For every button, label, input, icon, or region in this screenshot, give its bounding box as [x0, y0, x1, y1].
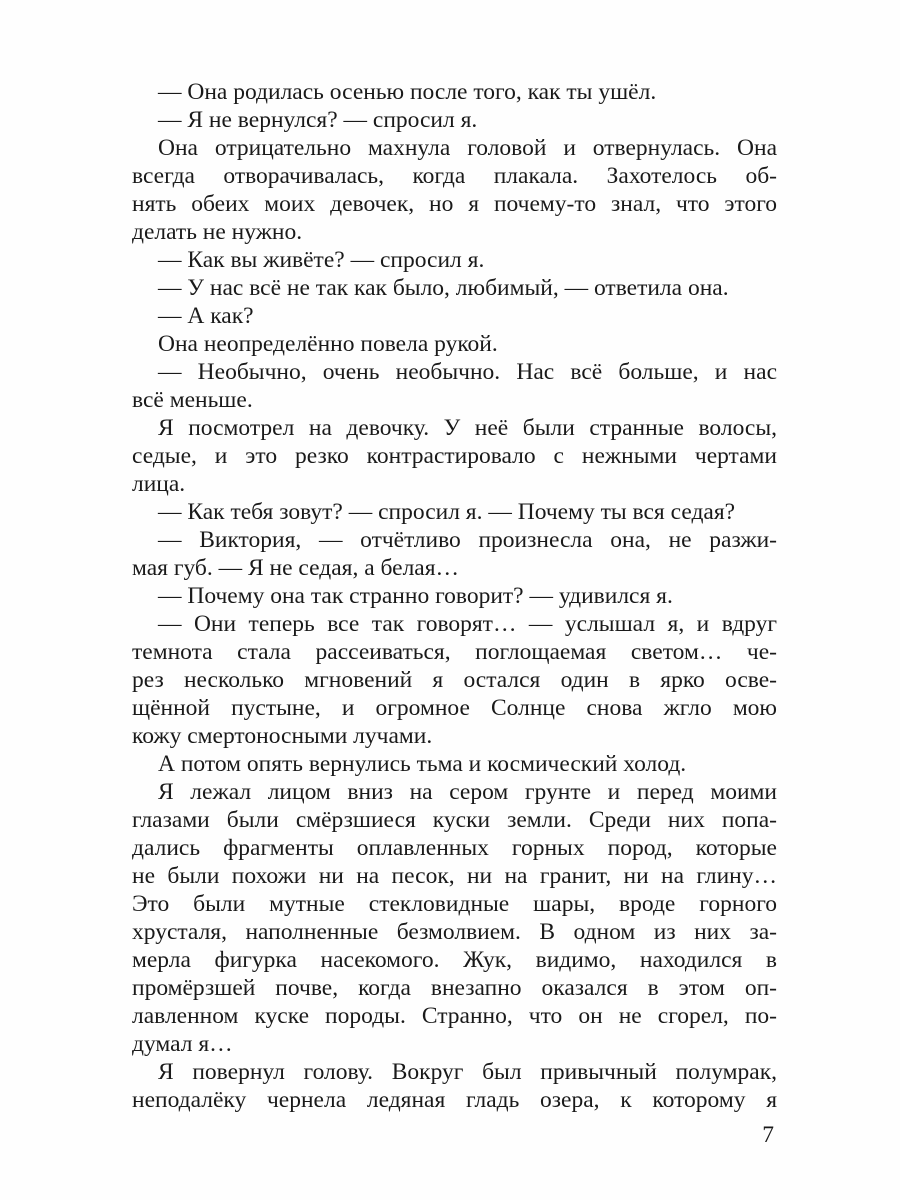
text-line: нять обеих моих девочек, но я почему-то знал, что этого [132, 191, 777, 217]
text-line: — Как тебя зовут? — спросил я. — Почему ты вся седая? [158, 499, 736, 525]
text-line: всегда отворачивалась, когда плакала. Захотелось об- [132, 163, 777, 189]
text-line: всё меньше. [132, 387, 253, 413]
text-line: — Почему она так странно говорит? — удивился я. [158, 583, 673, 609]
text-line: А потом опять вернулись тьма и космический холод. [158, 751, 687, 777]
text-line: Она отрицательно махнула головой и отвернулась. Она [158, 135, 777, 161]
text-line: — Я не вернулся? — спросил я. [158, 107, 478, 133]
text-line: глазами были смёрзшиеся куски земли. Среди них попа- [132, 807, 777, 833]
text-line: Она неопределённо повела рукой. [158, 331, 498, 357]
page-number: 7 [762, 1122, 774, 1148]
text-line: лавленном куске породы. Странно, что он не сгорел, по- [132, 1003, 777, 1029]
text-line: не были похожи ни на песок, ни на гранит, ни на глину… [132, 863, 777, 889]
text-line: рез несколько мгновений я остался один в ярко осве- [132, 667, 777, 693]
text-line: дались фрагменты оплавленных горных пород, которые [132, 835, 777, 861]
body-text [132, 78, 777, 1114]
text-line: Я лежал лицом вниз на сером грунте и перед моими [158, 779, 777, 805]
text-line: — Необычно, очень необычно. Нас всё больше, и нас [158, 359, 777, 385]
text-line: — А как? [158, 303, 254, 329]
text-line: Я посмотрел на девочку. У неё были странные волосы, [158, 415, 777, 441]
text-line: лица. [132, 471, 186, 497]
text-line: — Она родилась осенью после того, как ты ушёл. [158, 79, 657, 105]
text-line: Я повернул голову. Вокруг был привычный полумрак, [158, 1059, 777, 1085]
text-line: делать не нужно. [132, 219, 303, 245]
text-line: седые, и это резко контрастировало с нежными чертами [132, 443, 777, 469]
text-line: — Они теперь все так говорят… — услышал я, и вдруг [158, 611, 777, 637]
text-line: — У нас всё не так как было, любимый, — ответила она. [158, 275, 729, 301]
text-line: мерла фигурка насекомого. Жук, видимо, находился в [132, 947, 777, 973]
text-line: щённой пустыне, и огромное Солнце снова жгло мою [132, 695, 777, 721]
text-line: неподалёку чернела ледяная гладь озера, к которому я [132, 1087, 777, 1113]
text-line: кожу смертоносными лучами. [132, 723, 433, 749]
text-line: Это были мутные стекловидные шары, вроде горного [132, 891, 777, 917]
text-line: темнота стала рассеиваться, поглощаемая светом… че- [132, 639, 777, 665]
text-line: промёрзшей почве, когда внезапно оказался в этом оп- [132, 975, 777, 1001]
text-line: думал я… [132, 1031, 233, 1057]
text-line: мая губ. — Я не седая, а белая… [132, 555, 460, 581]
text-line: — Виктория, — отчётливо произнесла она, не разжи- [158, 527, 777, 553]
text-line: — Как вы живёте? — спросил я. [158, 247, 485, 273]
text-line: хрусталя, наполненные безмолвием. В одном из них за- [132, 919, 777, 945]
